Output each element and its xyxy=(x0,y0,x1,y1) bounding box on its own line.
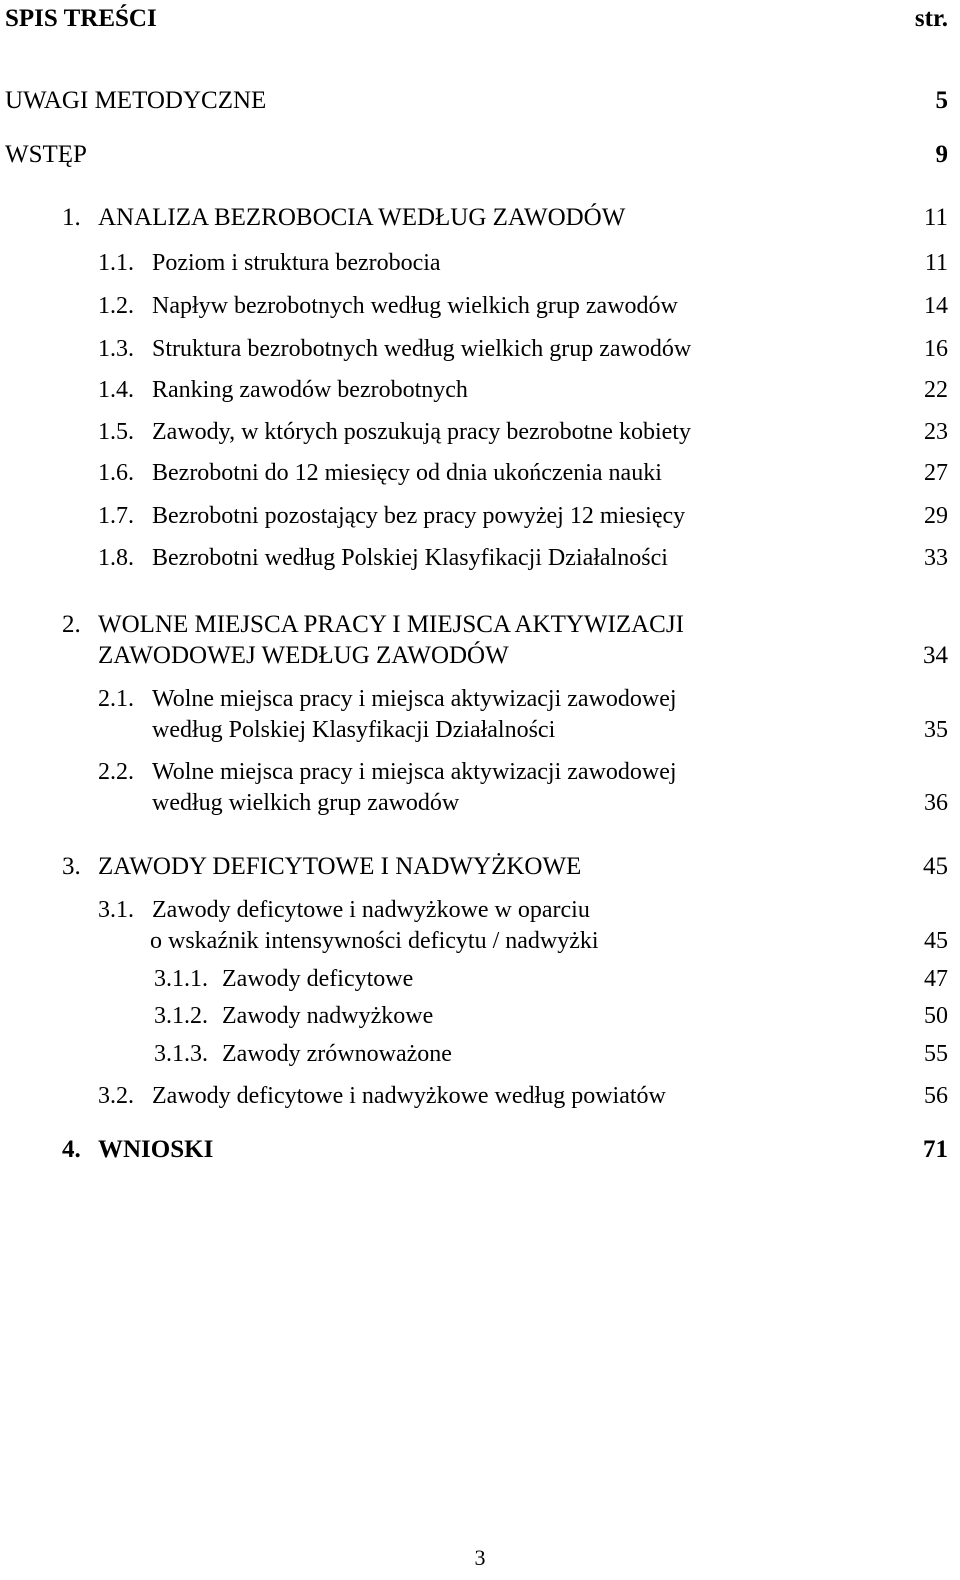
toc-entry-page: 9 xyxy=(935,141,948,168)
subsubsection-page: 50 xyxy=(924,1003,948,1029)
section-number: 1. xyxy=(62,204,81,231)
subsubsection-number: 3.1.1. xyxy=(154,966,208,992)
subsection-title-continued: według Polskiej Klasyfikacji Działalności xyxy=(152,717,556,743)
subsection-page: 14 xyxy=(924,293,948,319)
subsection-number: 2.1. xyxy=(98,686,134,712)
toc-entry-title: UWAGI METODYCZNE xyxy=(5,87,267,114)
subsection-number: 1.4. xyxy=(98,377,134,403)
page-column-label: str. xyxy=(914,5,948,32)
section-title: WNIOSKI xyxy=(98,1136,214,1163)
subsection-number: 1.7. xyxy=(98,503,134,529)
section-number: 3. xyxy=(62,853,81,880)
subsubsection-title: Zawody deficytowe xyxy=(222,966,414,992)
section-number: 4. xyxy=(62,1136,81,1163)
toc-entry-page: 5 xyxy=(935,87,948,114)
subsection-title: Wolne miejsca pracy i miejsca aktywizacji zawodowej xyxy=(152,686,677,712)
subsubsection-number: 3.1.2. xyxy=(154,1003,208,1029)
page-number: 3 xyxy=(474,1545,486,1570)
subsection-number: 2.2. xyxy=(98,759,134,785)
subsubsection-page: 55 xyxy=(924,1041,948,1067)
section-title: WOLNE MIEJSCA PRACY I MIEJSCA AKTYWIZACJI xyxy=(98,611,684,638)
subsection-title: Poziom i struktura bezrobocia xyxy=(152,250,441,276)
toc-heading: SPIS TREŚCI xyxy=(5,5,157,32)
subsection-title: Zawody deficytowe i nadwyżkowe w oparciu xyxy=(152,897,590,923)
subsection-title: Bezrobotni według Polskiej Klasyfikacji Działalności xyxy=(152,545,668,571)
subsubsection-title: Zawody nadwyżkowe xyxy=(222,1003,434,1029)
subsection-title: Struktura bezrobotnych według wielkich grup zawodów xyxy=(152,336,692,362)
subsection-title-continued: według wielkich grup zawodów xyxy=(152,790,460,816)
subsection-page: 29 xyxy=(924,503,948,529)
section-page: 71 xyxy=(923,1136,948,1163)
section-title: ANALIZA BEZROBOCIA WEDŁUG ZAWODÓW xyxy=(98,204,626,231)
subsection-page: 16 xyxy=(924,336,948,362)
subsection-page: 11 xyxy=(924,250,948,276)
subsection-page: 36 xyxy=(924,790,948,816)
section-page: 45 xyxy=(923,853,948,880)
subsection-page: 35 xyxy=(924,717,948,743)
subsubsection-title: Zawody zrównoważone xyxy=(222,1041,452,1067)
subsection-title: Ranking zawodów bezrobotnych xyxy=(152,377,468,403)
section-title: ZAWODY DEFICYTOWE I NADWYŻKOWE xyxy=(98,853,582,880)
subsubsection-page: 47 xyxy=(924,966,948,992)
subsection-page: 45 xyxy=(924,928,948,954)
subsection-number: 1.8. xyxy=(98,545,134,571)
subsection-number: 3.2. xyxy=(98,1083,134,1109)
subsection-title: Bezrobotni pozostający bez pracy powyżej 12 miesięcy xyxy=(152,503,686,529)
subsection-page: 23 xyxy=(924,419,948,445)
toc-entry-title: WSTĘP xyxy=(5,141,87,168)
section-page: 11 xyxy=(923,204,948,231)
subsection-number: 1.5. xyxy=(98,419,134,445)
subsection-page: 22 xyxy=(924,377,948,403)
subsection-number: 1.6. xyxy=(98,460,134,486)
subsection-number: 1.2. xyxy=(98,293,134,319)
section-page: 34 xyxy=(923,642,948,669)
subsection-page: 27 xyxy=(924,460,948,486)
section-number: 2. xyxy=(62,611,81,638)
subsubsection-number: 3.1.3. xyxy=(154,1041,208,1067)
subsection-number: 1.1. xyxy=(98,250,134,276)
subsection-title: Zawody, w których poszukują pracy bezrobotne kobiety xyxy=(152,419,691,445)
section-title-continued: ZAWODOWEJ WEDŁUG ZAWODÓW xyxy=(98,642,509,669)
subsection-number: 3.1. xyxy=(98,897,134,923)
subsection-title-continued: o wskaźnik intensywności deficytu / nadwyżki xyxy=(150,928,599,954)
subsection-title: Zawody deficytowe i nadwyżkowe według powiatów xyxy=(152,1083,666,1109)
subsection-page: 33 xyxy=(924,545,948,571)
subsection-page: 56 xyxy=(924,1083,948,1109)
subsection-title: Bezrobotni do 12 miesięcy od dnia ukończenia nauki xyxy=(152,460,662,486)
subsection-title: Napływ bezrobotnych według wielkich grup zawodów xyxy=(152,293,678,319)
subsection-title: Wolne miejsca pracy i miejsca aktywizacji zawodowej xyxy=(152,759,677,785)
subsection-number: 1.3. xyxy=(98,336,134,362)
